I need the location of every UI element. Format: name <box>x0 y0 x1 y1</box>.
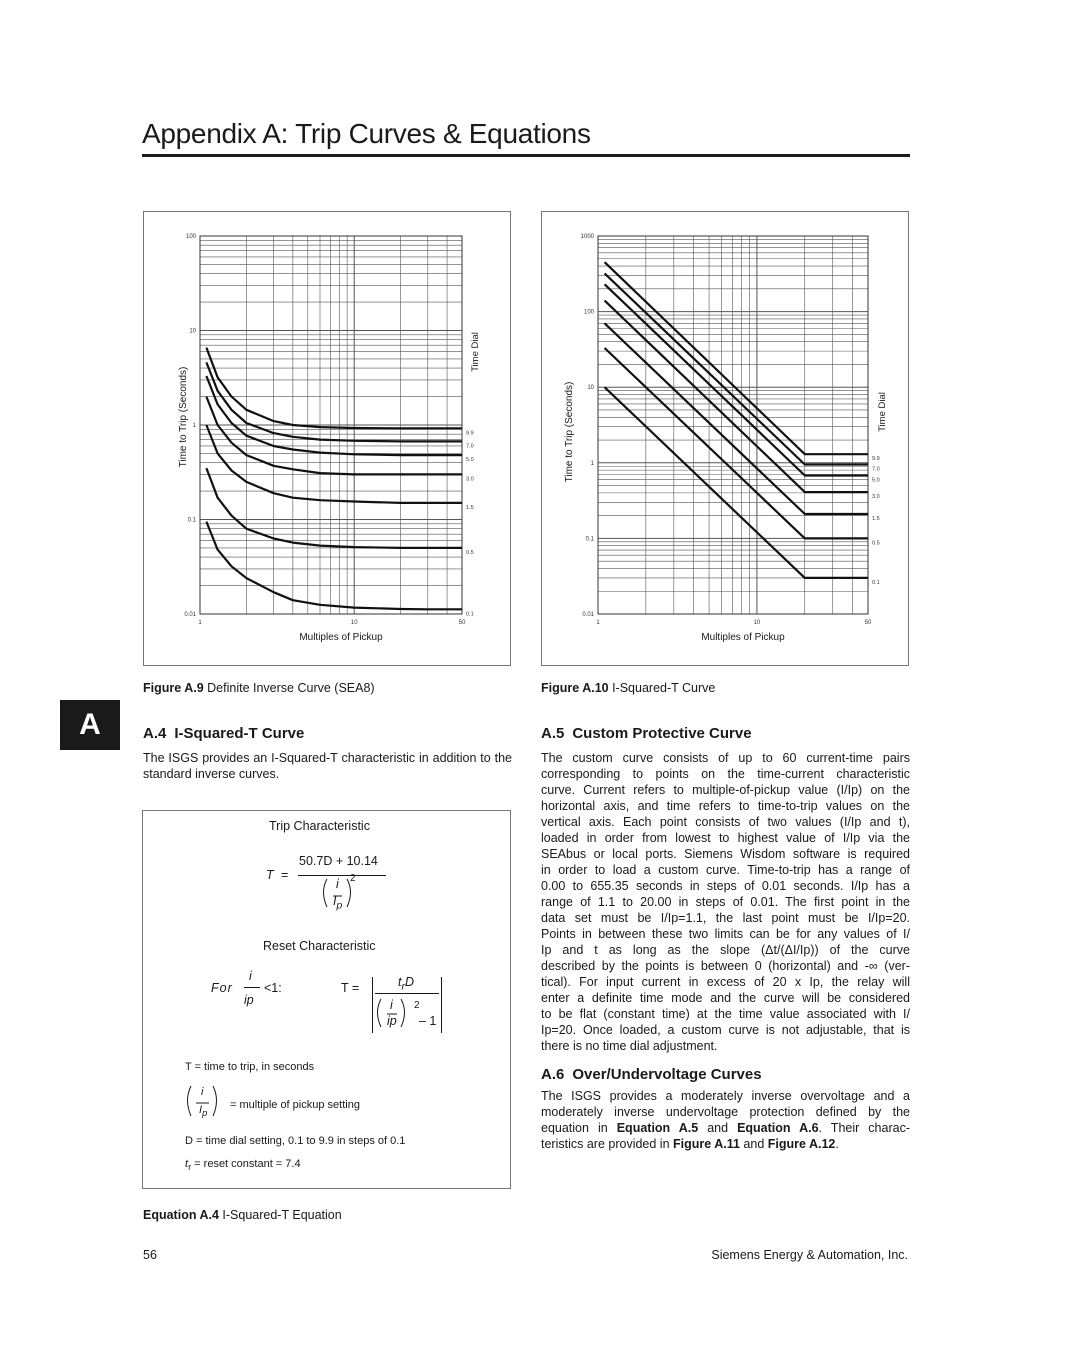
trip-ip: $I_p$ <box>333 894 343 912</box>
section-a5-line: curve. Current refers to multiple-of-pickup value (I/Ip) on the <box>541 783 910 797</box>
section-a5-line: described by the points is between 0 (horizontal) and -∞ (ver- <box>541 959 910 973</box>
section-a5-line: there is no time dial adjustment. <box>541 1039 718 1053</box>
section-a5-line: The custom curve consists of up to 60 current-time pairs <box>541 751 910 765</box>
legend-ip-text: = multiple of pickup setting <box>230 1099 360 1111</box>
reset-characteristic-heading: Reset Characteristic <box>263 939 376 953</box>
series-label: 0.1 <box>872 579 880 586</box>
figure-a9-caption: Figure A.9 Definite Inverse Curve (SEA8) <box>143 681 375 695</box>
section-a5-line: loaded in order from lowest to highest value of I/Ip via the <box>541 831 910 845</box>
legend-ip-i: i <box>201 1086 204 1098</box>
series-label: 0.5 <box>872 540 880 547</box>
section-a6-heading: A.6 Over/Undervoltage Curves <box>541 1066 762 1083</box>
y-axis-label: Time to Trip (Seconds) <box>564 381 575 483</box>
reset-inner-ip: ip <box>387 1014 397 1028</box>
y-tick-label: 0.01 <box>582 612 594 618</box>
legend-tr: $t_r$ = reset constant = 7.4 <box>185 1158 301 1173</box>
trip-i: i <box>336 877 339 891</box>
reset-minus-one: – 1 <box>419 1014 437 1028</box>
series-line <box>605 348 868 538</box>
x-tick-label: 50 <box>864 620 872 626</box>
section-a5-line: Ip=20. Once loaded, a custom curve is not adjustable, that is <box>541 1023 910 1037</box>
section-a4-body: The ISGS provides an I-Squared-T characteristic in addition to the standard inverse curves. <box>143 751 512 781</box>
trip-parenthesis <box>319 877 369 917</box>
legend-title: Time Dial <box>470 332 481 372</box>
reset-T-equals: T = <box>341 981 360 995</box>
series-label: 0.1 <box>466 611 474 618</box>
trip-T: T <box>266 868 274 882</box>
section-a5-heading: A.5 Custom Protective Curve <box>541 725 752 742</box>
series-label: 3.0 <box>872 494 880 501</box>
section-a5-line: tical). For input current in excess of 20 x Ip, the relay will <box>541 975 910 989</box>
legend-T: T = time to trip, in seconds <box>185 1061 315 1073</box>
y-tick-label: 0.01 <box>184 612 196 618</box>
series-line <box>206 348 462 429</box>
trip-characteristic-heading: Trip Characteristic <box>269 819 370 833</box>
y-tick-label: 1 <box>192 423 196 429</box>
series-label: 9.9 <box>872 456 880 463</box>
section-a6-body: The ISGS provides a moderately inverse overvoltage and a moderately inverse undervoltage protection defined by the equation in Equation A.5 and Equation A.6. Their charac- teristics are provided in Figure A.11 and Figure A.12. <box>541 1089 910 1151</box>
series-line <box>605 301 868 493</box>
y-tick-label: 10 <box>189 328 196 335</box>
y-tick-label: 0.1 <box>187 517 196 524</box>
reset-abs-right <box>441 977 442 1033</box>
series-label: 1.5 <box>466 504 474 511</box>
trip-numerator: 50.7D + 10.14 <box>299 854 378 868</box>
section-a5-line: range of 1.1 to 20.00 in steps of 0.01. The first point in the <box>541 895 910 909</box>
section-a5-line: horizontal axis, and time refers to time-to-trip values on the <box>541 799 910 813</box>
section-a5-line: Ip and t as long as the slope (Δt/(ΔI/Ip)) of the curve <box>541 943 910 957</box>
trip-square: 2 <box>350 873 356 884</box>
x-tick-label: 1 <box>596 620 600 626</box>
x-axis-label: Multiples of Pickup <box>701 632 785 643</box>
page-number: 56 <box>143 1248 157 1262</box>
figure-a10-box <box>541 211 909 666</box>
reset-for: For <box>211 981 233 995</box>
series-label: 5.0 <box>466 457 474 464</box>
x-tick-label: 1 <box>198 620 202 626</box>
series-label: 7.0 <box>466 443 474 450</box>
publisher-name: Siemens Energy & Automation, Inc. <box>711 1248 908 1262</box>
section-a5-line: 0.00 to 655.35 seconds in steps of 0.01 seconds. I/Ip has a <box>541 879 910 893</box>
section-a4-heading: A.4 I-Squared-T Curve <box>143 725 305 742</box>
definite-inverse-chart <box>144 212 510 665</box>
x-axis-label: Multiples of Pickup <box>299 632 383 643</box>
series-label: 0.5 <box>466 549 474 556</box>
series-line <box>206 376 462 455</box>
figure-a10-caption: Figure A.10 I-Squared-T Curve <box>541 681 716 695</box>
y-tick-label: 0.1 <box>585 536 594 543</box>
series-label: 5.0 <box>872 477 880 484</box>
trip-equals: = <box>281 868 289 882</box>
section-a5-line: enter a definite time mode and the curve will be considered <box>541 991 910 1005</box>
page-title: Appendix A: Trip Curves & Equations <box>142 118 591 149</box>
series-line <box>605 284 868 475</box>
section-a5-line: vertical axis. Each point consists of two values (I/Ip and t), <box>541 815 910 829</box>
figure-a9-box <box>143 211 511 666</box>
plot-frame <box>598 236 868 614</box>
reset-inner-i: i <box>390 998 393 1012</box>
section-a5-line: SEAbus or local ports. Siemens Wisdom software is required <box>541 847 910 861</box>
trip-fraction-bar <box>298 875 386 876</box>
series-label: 7.0 <box>872 466 880 473</box>
series-label: 3.0 <box>466 476 474 483</box>
reset-numerator: $t_rD$ <box>398 975 414 993</box>
reset-fraction-bar <box>244 987 260 988</box>
legend-ip-p: $I_p$ <box>199 1104 208 1119</box>
series-line <box>605 273 868 464</box>
y-tick-label: 1000 <box>580 234 594 240</box>
y-axis-label: Time to Trip (Seconds) <box>178 366 189 468</box>
x-tick-label: 50 <box>458 620 466 626</box>
y-tick-label: 100 <box>185 234 196 240</box>
section-a5-body <box>541 750 910 1054</box>
reset-ip: ip <box>244 993 254 1007</box>
section-a5-line: data set must be I/Ip=1.1, the last point must be I/Ip=20. <box>541 911 910 925</box>
reset-i: i <box>249 969 252 983</box>
series-line <box>206 522 462 610</box>
reset-main-bar <box>375 993 439 994</box>
legend-D: D = time dial setting, 0.1 to 9.9 in steps of 0.1 <box>185 1135 406 1147</box>
series-label: 9.9 <box>466 430 474 437</box>
legend-title: Time Dial <box>877 392 888 432</box>
reset-square: 2 <box>414 1000 420 1011</box>
y-tick-label: 1 <box>590 460 594 467</box>
section-a5-line: to be flat (constant time) at the time value associated with I/ <box>541 1007 910 1021</box>
reset-lt1: <1: <box>264 981 282 995</box>
series-line <box>605 387 868 578</box>
section-a5-line: corresponding to points on the time-current characteristic <box>541 767 910 781</box>
y-tick-label: 10 <box>587 385 594 392</box>
x-tick-label: 10 <box>753 620 761 626</box>
x-tick-label: 10 <box>350 620 358 626</box>
series-label: 1.5 <box>872 516 880 523</box>
title-rule <box>142 154 910 157</box>
equation-a4-caption: Equation A.4 I-Squared-T Equation <box>143 1208 342 1222</box>
section-tab: A <box>60 700 120 750</box>
y-tick-label: 100 <box>583 309 594 316</box>
i-squared-t-chart <box>542 212 908 665</box>
equation-box <box>142 810 511 1189</box>
section-a5-line: Points in between these two limits can be for any values of I/ <box>541 927 910 941</box>
section-a5-line: in order to load a custom curve. Time-to-trip has a range of <box>541 863 910 877</box>
